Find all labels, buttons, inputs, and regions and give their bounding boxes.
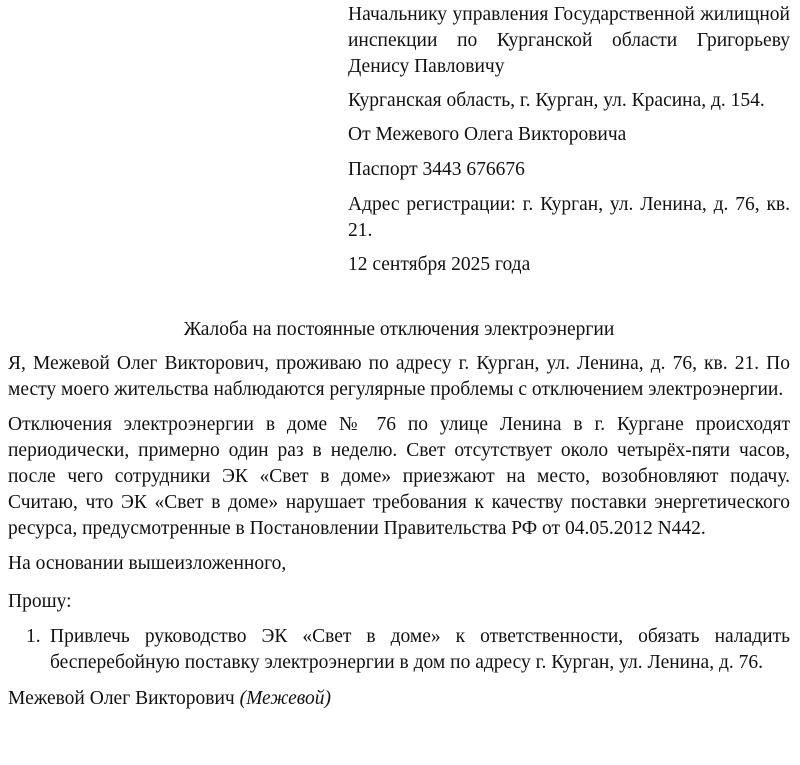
document-date: 12 сентября 2025 года	[348, 254, 531, 275]
addressee-block	[348, 2, 790, 286]
recipient-address: Курганская область, г. Курган, ул. Красина, д. 154.	[348, 90, 765, 111]
request-item	[8, 624, 790, 676]
recipient-line: Начальнику управления Государственной жилищной инспекции по Курганской области Григорьеву Денису Павловичу	[348, 4, 790, 77]
body-paragraph-1: Я, Межевой Олег Викторович, проживаю по адресу г. Курган, ул. Ленина, д. 76, кв. 21. По месту моего жительства наблюдаются регулярные проблемы с отключением электроэнергии.	[8, 353, 790, 400]
request-list	[8, 624, 790, 676]
registration-address: Адрес регистрации: г. Курган, ул. Ленина, д. 76, кв. 21.	[348, 194, 790, 241]
request-number: 1.	[26, 626, 41, 647]
request-intro: Прошу:	[8, 591, 72, 612]
handwritten-signature: (Межевой)	[239, 688, 331, 709]
request-text: Привлечь руководство ЭК «Свет в доме» к ответственности, обязать наладить бесперебойную поставку электроэнергии в дом по адресу г. Курган, ул. Ленина, д. 76.	[50, 626, 790, 673]
complaint-body	[8, 351, 790, 721]
signature-line	[8, 686, 790, 712]
signatory-name: Межевой Олег Викторович	[8, 688, 235, 709]
body-paragraph-2: Отключения электроэнергии в доме № 76 по улице Ленина в г. Кургане происходят периодически, примерно один раз в неделю. Свет отсутствует около четырёх-пяти часов, после чего сотрудники ЭК «Свет в доме» приезжают на место, возобновляют подачу. Считаю, что ЭК «Свет в доме» нарушает требования к качеству поставки энергетического ресурса, предусмотренные в Постановлении Правительства РФ от 04.05.2012 N442.	[8, 414, 790, 539]
sender-line: От Межевого Олега Викторовича	[348, 124, 627, 145]
document-title: Жалоба на постоянные отключения электроэнергии	[183, 319, 615, 340]
passport-line: Паспорт 3443 676676	[348, 159, 525, 180]
grounds-line: На основании вышеизложенного,	[8, 553, 287, 574]
